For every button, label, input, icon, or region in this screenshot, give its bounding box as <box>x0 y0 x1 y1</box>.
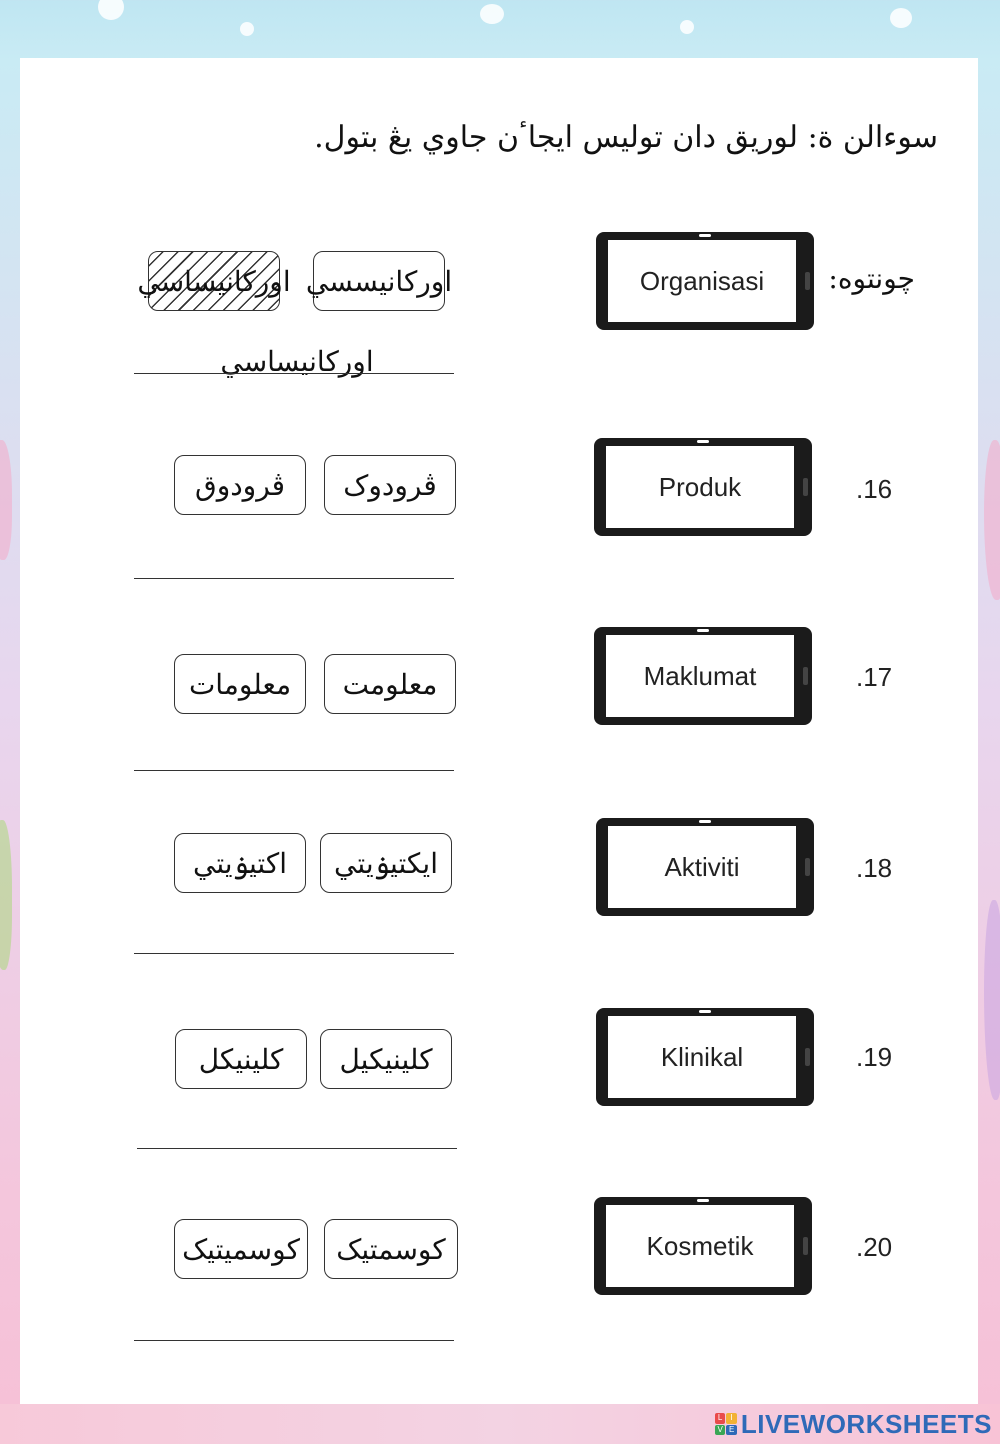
example-choice-2[interactable]: اورکانيساسي <box>148 251 280 311</box>
q17-answer-input[interactable] <box>136 730 458 772</box>
phone-frame-20 <box>594 1197 812 1295</box>
q18-choice-2[interactable]: اکتيۏيتي <box>174 833 306 893</box>
liveworksheets-logo[interactable] <box>715 1408 992 1440</box>
q16-answer-line <box>134 578 454 579</box>
phone-frame-17 <box>594 627 812 725</box>
q20-choice-2[interactable]: کوسميتيک <box>174 1219 308 1279</box>
q16-answer-input[interactable] <box>136 538 458 580</box>
q18-answer-line <box>134 953 454 954</box>
question-word-16: Produk <box>606 446 794 528</box>
question-number-18: .18 <box>856 853 893 883</box>
question-number-17: .17 <box>856 662 893 692</box>
question-word-19: Klinikal <box>608 1016 796 1098</box>
example-label: چونتوه: <box>828 262 915 295</box>
q17-choice-1[interactable]: معلومت <box>324 654 456 714</box>
question-number-16: .16 <box>856 474 893 504</box>
liveworksheets-wordmark: LIVEWORKSHEETS <box>740 1408 992 1439</box>
question-word-17: Maklumat <box>606 635 794 717</box>
q20-choice-1[interactable]: کوسمتيک <box>324 1219 458 1279</box>
phone-side-button <box>803 1237 808 1255</box>
q18-choice-1[interactable]: ايکتيۏيتي <box>320 833 452 893</box>
question-word-20: Kosmetik <box>606 1205 794 1287</box>
q19-answer-input[interactable] <box>138 1108 460 1150</box>
brand-mark-letter: V <box>715 1425 726 1436</box>
phone-side-button <box>805 272 810 290</box>
liveworksheets-mark-icon <box>715 1413 737 1435</box>
q17-answer-line <box>134 770 454 771</box>
instruction-title: سوءالن ة: لوريق دان توليس ايجاٴن جاوي يڠ بتول. <box>314 120 938 155</box>
phone-side-button <box>803 478 808 496</box>
q19-choice-1[interactable]: کلينيکيل <box>320 1029 452 1089</box>
phone-frame-18 <box>596 818 814 916</box>
example-answer-line <box>134 373 454 374</box>
phone-frame-19 <box>596 1008 814 1106</box>
q17-choice-2[interactable]: معلومات <box>174 654 306 714</box>
question-number-19: .19 <box>856 1042 893 1072</box>
brand-mark-letter: E <box>726 1425 737 1436</box>
question-word-18: Aktiviti <box>608 826 796 908</box>
brand-mark-letter: L <box>715 1413 726 1424</box>
q16-choice-2[interactable]: ڤرودوق <box>174 455 306 515</box>
question-number-20: .20 <box>856 1232 893 1262</box>
example-choice-1[interactable]: اورکانيسسي <box>313 251 445 311</box>
q16-choice-1[interactable]: ڤرودوک <box>324 455 456 515</box>
q19-answer-line <box>137 1148 457 1149</box>
q18-answer-input[interactable] <box>136 913 458 955</box>
phone-frame-16 <box>594 438 812 536</box>
phone-side-button <box>805 1048 810 1066</box>
example-word: Organisasi <box>608 240 796 322</box>
brand-mark-letter: I <box>726 1413 737 1424</box>
q19-choice-2[interactable]: کلينيکل <box>175 1029 307 1089</box>
phone-side-button <box>805 858 810 876</box>
example-answer[interactable] <box>136 340 458 382</box>
phone-frame-example <box>596 232 814 330</box>
q20-answer-input[interactable] <box>136 1300 458 1342</box>
q20-answer-line <box>134 1340 454 1341</box>
phone-side-button <box>803 667 808 685</box>
